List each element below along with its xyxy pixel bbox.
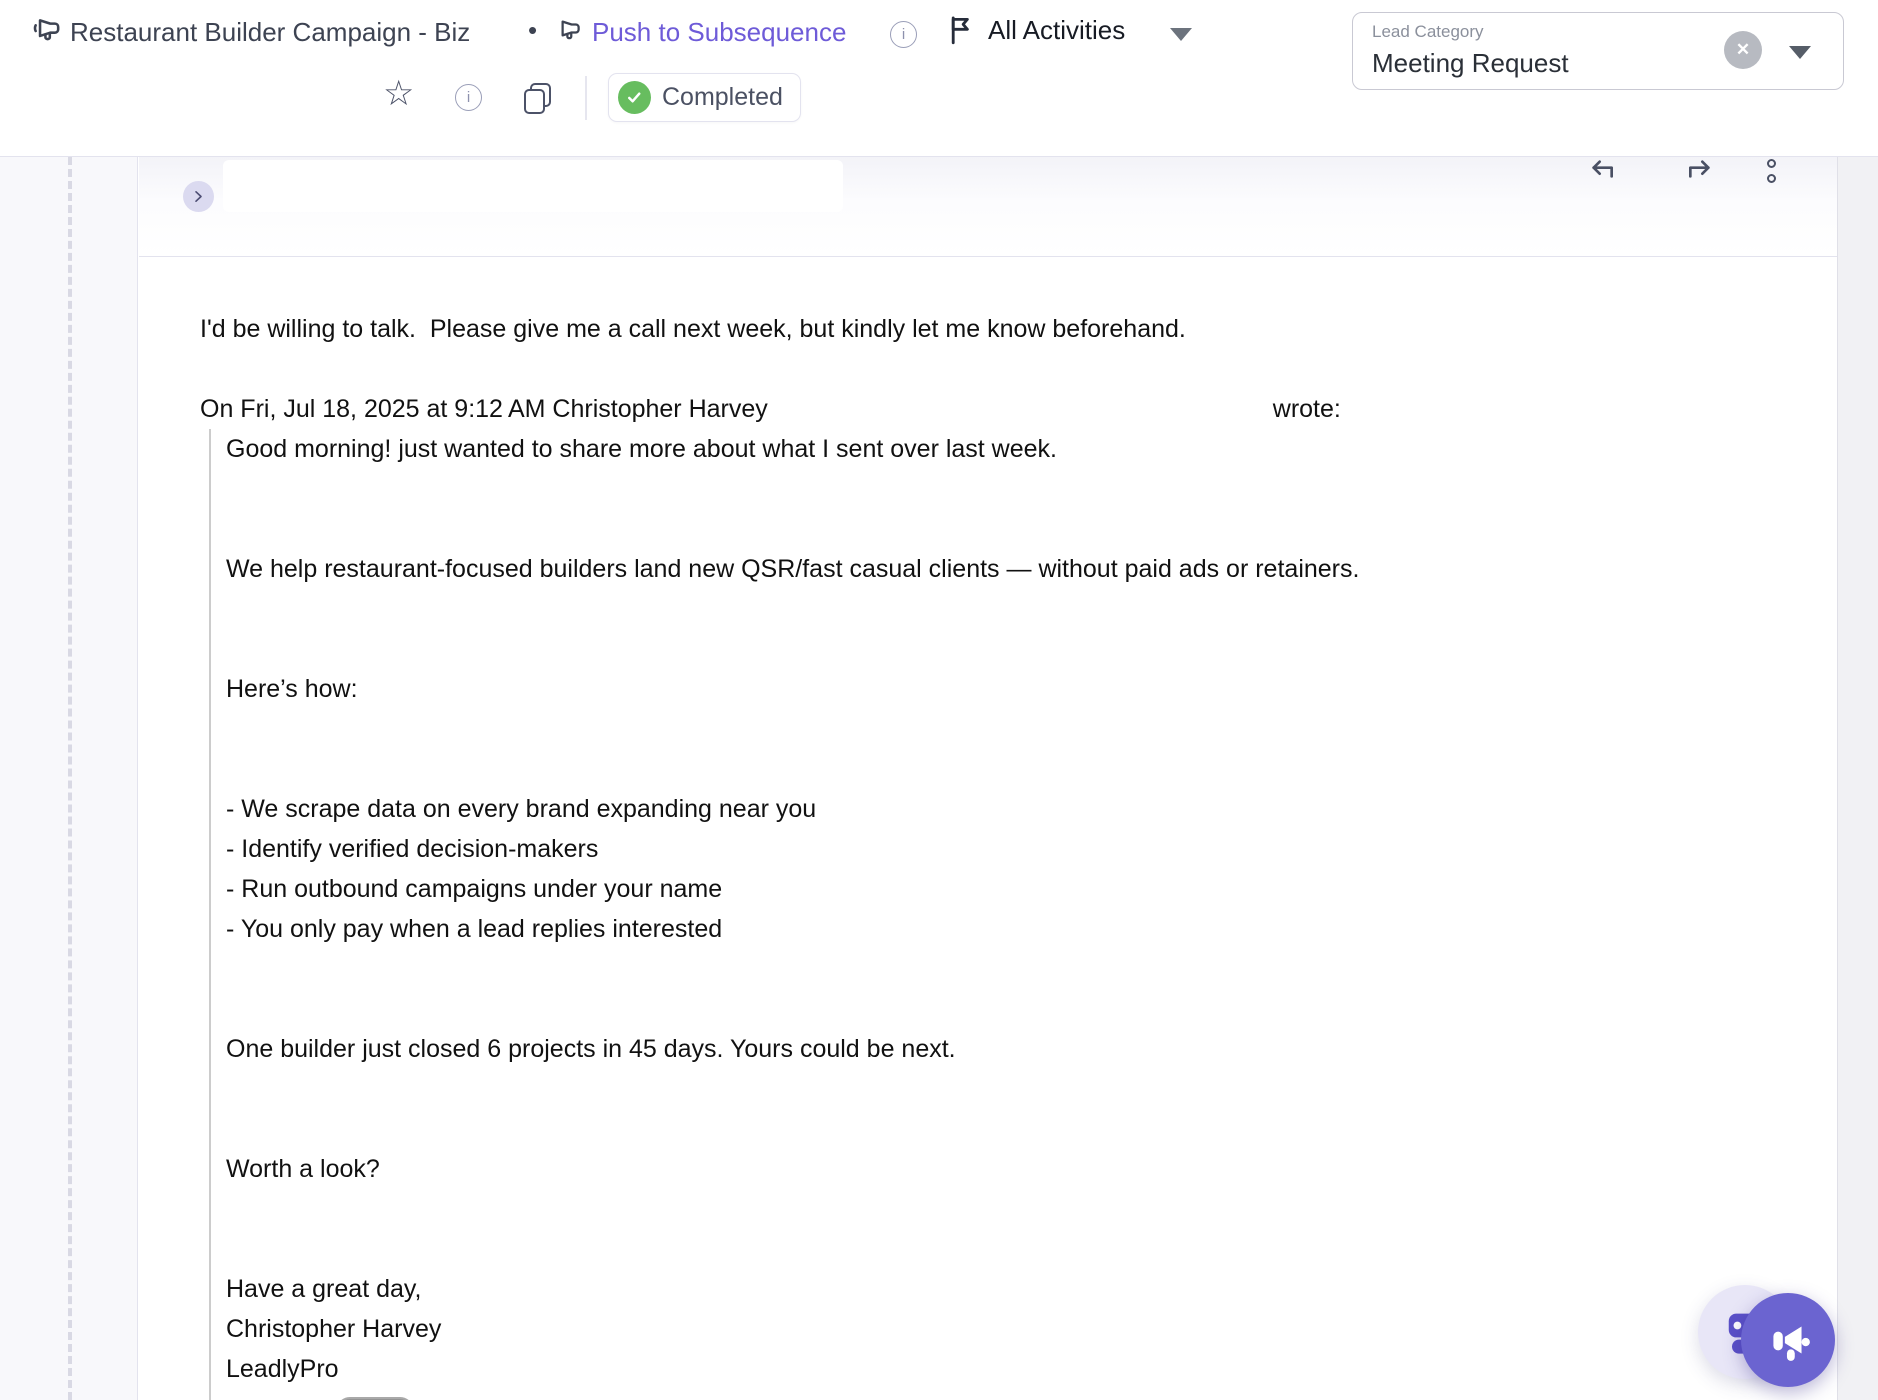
dot-separator: • (528, 15, 538, 45)
quoted-pitch: We help restaurant-focused builders land new QSR/fast casual clients — without paid ads or retainers. (226, 555, 1360, 583)
timeline-rail (0, 157, 138, 1400)
attribution-prefix: On Fri, Jul 18, 2025 at 9:12 AM Christopher Harvey (200, 395, 768, 423)
activities-filter[interactable]: All Activities (988, 15, 1126, 45)
push-to-subsequence-link[interactable]: Push to Subsequence (592, 17, 847, 47)
quoted-how-intro: Here’s how: (226, 675, 358, 703)
status-badge-label: Completed (662, 83, 783, 111)
attribution-suffix: wrote: (1272, 395, 1341, 423)
email-body (139, 257, 1837, 1400)
collapse-chevron-button[interactable] (183, 181, 214, 212)
signoff: Have a great day, (226, 1275, 422, 1303)
details-info-icon[interactable]: i (455, 84, 482, 111)
quoted-email (209, 429, 1797, 1400)
forward-icon[interactable] (1681, 157, 1713, 189)
company-name: LeadlyPro (226, 1355, 339, 1383)
star-icon[interactable]: ☆ (383, 74, 415, 113)
timeline-dashed-line (68, 157, 72, 1400)
campaign-title: Restaurant Builder Campaign - Biz (70, 17, 471, 47)
lead-category-value: Meeting Request (1372, 48, 1569, 78)
status-badge[interactable] (608, 73, 801, 122)
redacted-subject-area (223, 160, 843, 212)
flag-icon (944, 13, 978, 47)
push-info-icon[interactable]: i (890, 21, 917, 48)
chevron-right-icon (191, 189, 206, 204)
bullet-item: - Identify verified decision-makers (226, 835, 599, 863)
megaphone-icon (1763, 1315, 1813, 1365)
dot (1767, 159, 1776, 168)
bullet-item: - You only pay when a lead replies interested (226, 915, 723, 943)
lead-category-clear-icon[interactable]: ✕ (1724, 31, 1762, 69)
quoted-cta: Worth a look? (226, 1155, 380, 1183)
email-card-header (139, 157, 1837, 257)
email-thread-pane (139, 157, 1837, 1400)
more-options-icon[interactable] (1767, 159, 1777, 189)
quoted-greeting: Good morning! just wanted to share more about what I sent over last week. (226, 435, 1057, 463)
toolbar-divider (585, 76, 587, 120)
activities-caret-down-icon[interactable] (1170, 28, 1192, 41)
bullet-item: - Run outbound campaigns under your name (226, 875, 723, 903)
quote-attribution (200, 389, 1797, 429)
dot (1767, 174, 1776, 183)
campaign-fab-button[interactable] (1741, 1293, 1835, 1387)
lead-category-caret-down-icon[interactable] (1789, 46, 1811, 59)
lead-category-label: Lead Category (1372, 22, 1484, 41)
copy-icon-front (524, 89, 545, 114)
lead-category-select[interactable] (1352, 12, 1844, 90)
push-megaphone-icon (552, 16, 582, 46)
reply-icon[interactable] (1589, 157, 1621, 189)
right-scroll-gutter[interactable] (1837, 157, 1878, 1400)
sender-name: Christopher Harvey (226, 1315, 442, 1343)
top-header (0, 0, 1878, 157)
campaign-megaphone-icon (28, 14, 62, 48)
bullet-item: - We scrape data on every brand expanding near you (226, 795, 817, 823)
completed-check-icon (618, 81, 651, 114)
reply-message-text: I'd be willing to talk. Please give me a call next week, but kindly let me know beforehand. (200, 315, 1186, 343)
quoted-bullet-list (226, 789, 1797, 949)
signature-block (226, 1269, 1797, 1389)
quoted-proof: One builder just closed 6 projects in 45 days. Yours could be next. (226, 1035, 956, 1063)
copy-icon[interactable] (524, 83, 554, 115)
